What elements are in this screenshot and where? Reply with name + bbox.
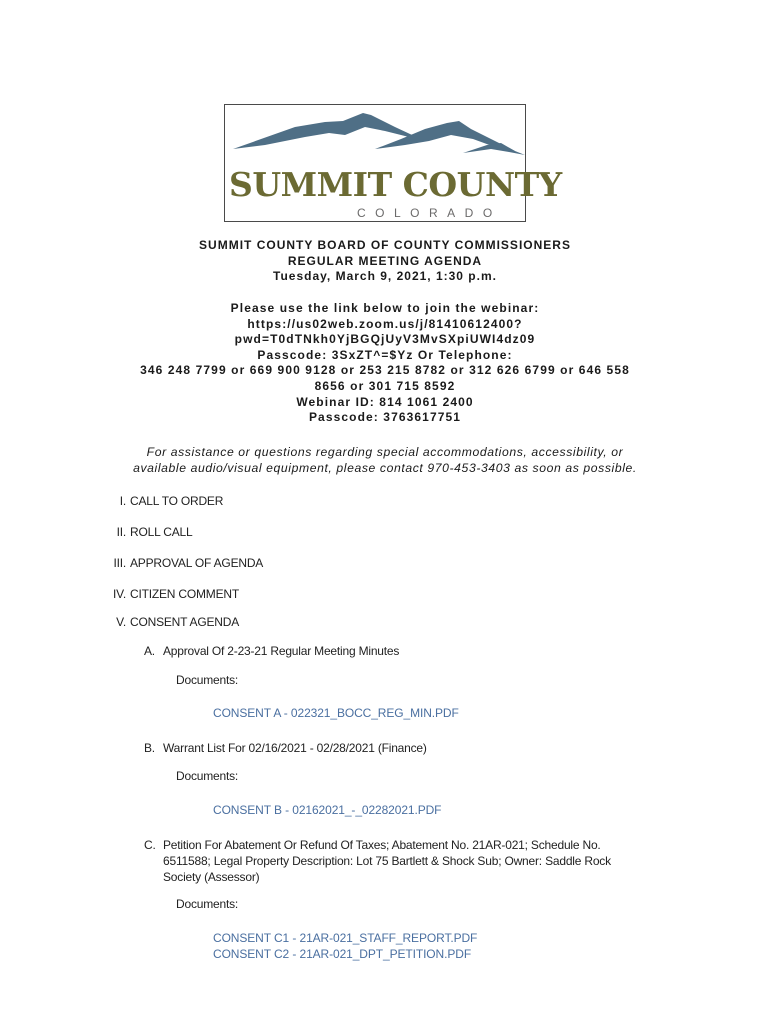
board-title: SUMMIT COUNTY BOARD OF COUNTY COMMISSIONERS <box>199 238 571 252</box>
document-link[interactable]: CONSENT B - 02162021_-_02282021.PDF <box>213 803 442 817</box>
documents-label: Documents: <box>176 897 239 911</box>
agenda-item-label: CALL TO ORDER <box>130 494 224 508</box>
webinar-url[interactable]: https://us02web.zoom.us/j/81410612400? <box>247 316 523 331</box>
agenda-header <box>0 238 770 285</box>
agenda-item-label: CONSENT AGENDA <box>130 615 240 629</box>
assistance-line-1: For assistance or questions regarding special accommodations, accessibility, or <box>146 445 624 459</box>
consent-item-text <box>163 837 663 885</box>
agenda-item-label: APPROVAL OF AGENDA <box>130 556 264 570</box>
assistance-note <box>0 444 770 476</box>
consent-item-text: Approval Of 2-23-21 Regular Meeting Minutes <box>163 644 400 658</box>
agenda-item-label: CITIZEN COMMENT <box>130 587 239 601</box>
agenda-item <box>104 587 239 601</box>
consent-item-text-line: Petition For Abatement Or Refund Of Taxes; Abatement No. 21AR-021; Schedule No. <box>163 838 601 852</box>
webinar-info <box>0 301 770 426</box>
meeting-date: Tuesday, March 9, 2021, 1:30 p.m. <box>273 269 497 284</box>
consent-item-letter: A. <box>144 644 155 658</box>
agenda-item <box>104 494 223 508</box>
agenda-item-number: I. <box>119 494 126 508</box>
document-link[interactable]: CONSENT C1 - 21AR-021_STAFF_REPORT.PDF <box>213 931 478 945</box>
agenda-item-number: III. <box>113 556 126 570</box>
logo-subtitle: COLORADO <box>357 206 502 220</box>
consent-item-text-line: Society (Assessor) <box>163 870 260 884</box>
consent-item-letter: B. <box>144 741 155 755</box>
consent-item-text-line: 6511588; Legal Property Description: Lot 75 Bartlett & Shock Sub; Owner: Saddle Rock <box>163 854 611 868</box>
document-link[interactable]: CONSENT C2 - 21AR-021_DPT_PETITION.PDF <box>213 947 472 961</box>
document-link[interactable]: CONSENT A - 022321_BOCC_REG_MIN.PDF <box>213 706 459 720</box>
agenda-item-number: II. <box>116 525 126 539</box>
webinar-passcode-phone: Passcode: 3SxZT^=$Yz Or Telephone: <box>257 347 513 362</box>
agenda-item <box>104 556 263 570</box>
assistance-line-2: available audio/visual equipment, please contact 970-453-3403 as soon as possible. <box>133 461 637 475</box>
summit-county-logo <box>224 104 562 222</box>
agenda-item-number: IV. <box>113 587 126 601</box>
webinar-passcode: Passcode: 3763617751 <box>308 410 462 425</box>
agenda-item <box>104 525 192 539</box>
webinar-url-pwd[interactable]: pwd=T0dTNkh0YjBGQjUyV3MvSXpiUWI4dz09 <box>234 332 536 347</box>
logo-name: SUMMIT COUNTY <box>229 165 562 204</box>
phone-numbers: 346 248 7799 or 669 900 9128 or 253 215 8782 or 312 626 6799 or 646 558 <box>140 363 630 378</box>
agenda-item-label: ROLL CALL <box>130 525 193 539</box>
webinar-intro: Please use the link below to join the webinar: <box>230 301 540 315</box>
consent-item-text: Warrant List For 02/16/2021 - 02/28/2021 (Finance) <box>163 741 427 755</box>
agenda-item-number: V. <box>116 615 126 629</box>
webinar-id: Webinar ID: 814 1061 2400 <box>296 394 474 409</box>
phone-numbers-cont: 8656 or 301 715 8592 <box>314 378 456 393</box>
agenda-item <box>104 615 239 629</box>
consent-item-letter: C. <box>144 838 156 852</box>
documents-label: Documents: <box>176 673 239 687</box>
agenda-title: REGULAR MEETING AGENDA <box>287 253 483 268</box>
documents-label: Documents: <box>176 769 239 783</box>
